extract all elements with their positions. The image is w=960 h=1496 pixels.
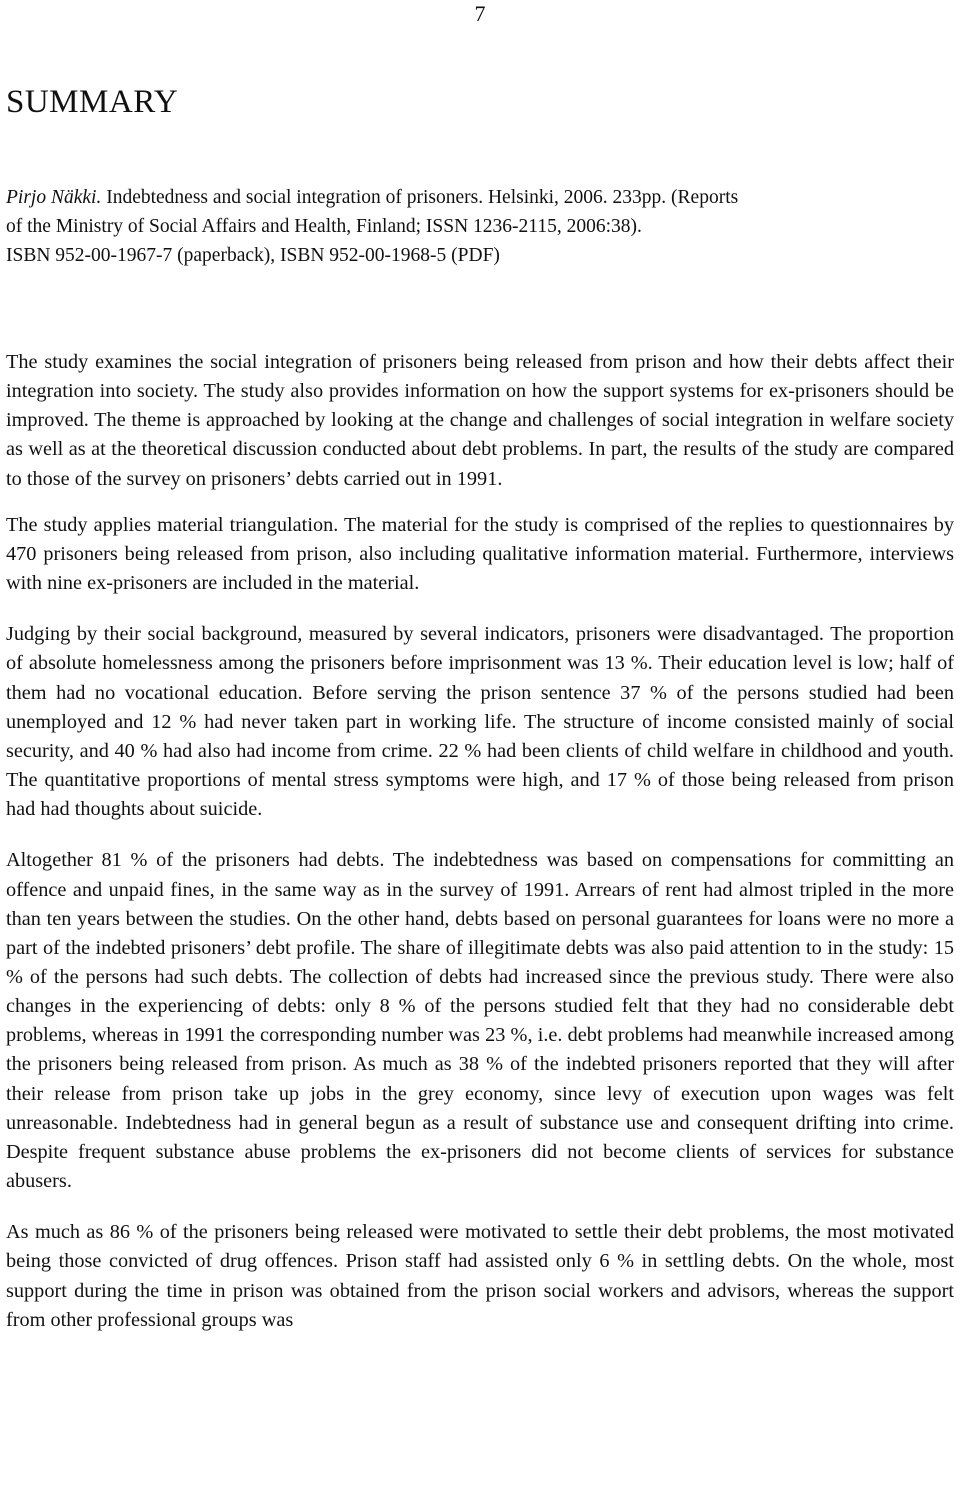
citation-line-1 (6, 183, 954, 212)
citation-isbn-line: ISBN 952-00-1967-7 (paperback), ISBN 952-00-1968-5 (PDF) (6, 245, 500, 266)
paragraph-social-background: Judging by their social background, measured by several indicators, prisoners were disadvantaged. The proportion of absolute homelessness among the prisoners before imprisonment was 13 %. Their education level is low; half of them had no vocational education. Before serving the prison sentence 37 % of the persons studied had been unemployed and 12 % had never taken part in working life. The structure of income consisted mainly of social security, and 40 % had also had income from crime. 22 % had been clients of child welfare in childhood and youth. The quantitative proportions of mental stress symptoms were high, and 17 % of those being released from prison had had thoughts about suicide. (6, 623, 954, 821)
summary-body (6, 348, 954, 1357)
citation-line-2: of the Ministry of Social Affairs and Health, Finland; ISSN 1236-2115, 2006:38). (6, 216, 642, 237)
bibliographic-citation (6, 183, 954, 270)
page-number: 7 (474, 1, 486, 26)
citation-title-text: Indebtedness and social integration of prisoners. Helsinki, 2006. 233pp. (Reports (101, 187, 739, 208)
paragraph-debts: Altogether 81 % of the prisoners had debts. The indebtedness was based on compensations for committing an offence and unpaid fines, in the same way as in the survey of 1991. Arrears of rent had almost tripled in the more than ten years between the studies. On the other hand, debts based on personal guarantees for loans were no more a part of the indebted prisoners’ debt profile. The share of illegitimate debts was also paid attention to in the study: 15 % of the persons had such debts. The collection of debts had increased since the previous study. There were also changes in the experiencing of debts: only 8 % of the persons studied felt that they had no considerable debt problems, whereas in 1991 the corresponding number was 23 %, i.e. debt problems had meanwhile increased among the prisoners being released from prison. As much as 38 % of the indebted prisoners reported that they will after their release from prison take up jobs in the grey economy, since levy of execution upon wages was felt unreasonable. Indebtedness had in general begun as a result of substance use and consequent drifting into crime. Despite frequent substance abuse problems the ex-prisoners did not become clients of services for substance abusers. (6, 849, 954, 1193)
paragraph-motivation: As much as 86 % of the prisoners being released were motivated to settle their debt problems, the most motivated being those convicted of drug offences. Prison staff had assisted only 6 % in settling debts. On the whole, most support during the time in prison was obtained from the prison social workers and advisors, whereas the support from other professional groups was (6, 1221, 954, 1331)
paragraph-material: The study applies material triangulation. The material for the study is comprised of the replies to questionnaires by 470 prisoners being released from prison, also including qualitative information material. Furthermore, interviews with nine ex-prisoners are included in the material. (6, 513, 954, 595)
page-title: SUMMARY (6, 84, 179, 120)
paragraph-study-overview: The study examines the social integration of prisoners being released from prison and how their debts affect their integration into society. The study also provides information on how the support systems for ex-prisoners should be improved. The theme is approached by looking at the change and challenges of social integration in welfare society as well as at the theoretical discussion conducted about debt problems. In part, the results of the study are compared to those of the survey on prisoners’ debts carried out in 1991. (6, 351, 954, 490)
citation-author: Pirjo Näkki. (6, 187, 102, 208)
